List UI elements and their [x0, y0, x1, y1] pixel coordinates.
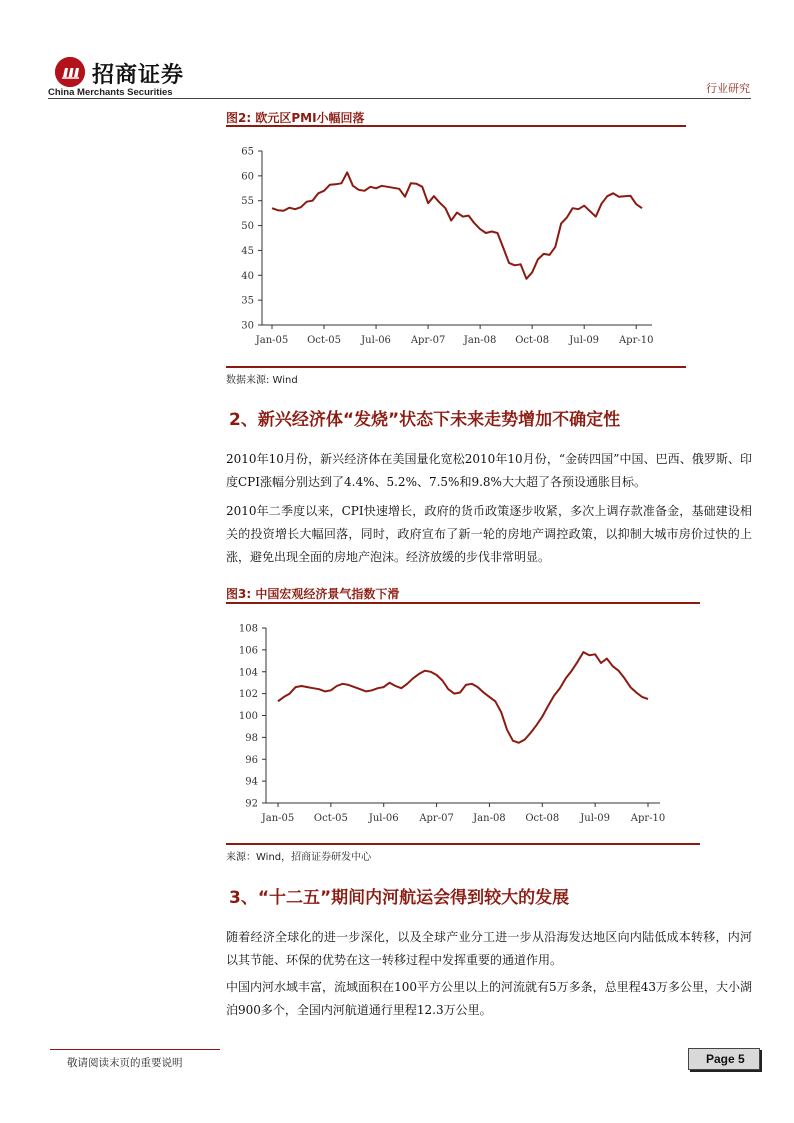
y-tick-label: 45	[241, 245, 254, 257]
x-tick-label: Jan-08	[463, 335, 497, 346]
y-tick-label: 92	[245, 798, 258, 810]
figure2-source: 数据来源: Wind	[226, 375, 298, 386]
header-divider	[48, 98, 751, 99]
x-tick-label: Jul-06	[361, 335, 391, 346]
y-tick-label: 96	[245, 754, 258, 766]
china-macro-index-line-chart	[226, 615, 700, 840]
y-tick-label: 50	[241, 221, 254, 233]
brand-logo-icon	[55, 57, 85, 87]
x-tick-label: Apr-07	[410, 335, 446, 346]
x-tick-label: Jul-09	[569, 335, 600, 346]
y-tick-label: 100	[238, 711, 258, 722]
x-tick-label: Jan-08	[473, 813, 506, 824]
figure3-bottom-rule	[226, 843, 700, 845]
footer-divider	[50, 1049, 220, 1050]
report-type-label: 行业研究	[706, 82, 750, 95]
x-tick-label: Apr-07	[419, 813, 454, 824]
section2-paragraph-1: 2010年10月份，新兴经济体在美国量化宽松2010年10月份，“金砖四国”中国、巴西、俄罗斯、印度CPI涨幅分别达到了4.4%、5.2%、7.5%和9.8%大大超了各预设通胀目标。	[226, 452, 752, 489]
y-tick-label: 65	[241, 146, 254, 158]
y-tick-label: 35	[241, 295, 254, 307]
x-tick-label: Oct-08	[515, 335, 550, 346]
page-number: Page 5	[706, 1052, 745, 1066]
y-tick-label: 106	[238, 645, 258, 657]
x-tick-label: Jan-05	[255, 335, 289, 346]
y-tick-label: 98	[245, 732, 258, 744]
section3-paragraph-2: 中国内河水域丰富，流域面积在100平方公里以上的河流就有5万多条，总里程43万多公里，大小湖泊900多个，全国内河航道通行里程12.3万公里。	[226, 980, 752, 1017]
x-tick-label: Jul-09	[580, 813, 611, 824]
x-tick-label: Oct-08	[525, 813, 560, 824]
section2-heading: 2、新兴经济体“发烧”状态下未来走势增加不确定性	[229, 410, 621, 430]
figure2-title: 图2: 欧元区PMI小幅回落	[226, 111, 365, 125]
x-tick-label: Oct-05	[313, 813, 348, 824]
y-tick-label: 55	[241, 196, 254, 208]
x-tick-label: Jul-06	[368, 813, 399, 824]
brand-name-cn: 招商证券	[92, 62, 185, 88]
section2-paragraph-2: 2010年二季度以来，CPI快速增长，政府的货币政策逐步收紧，多次上调存款准备金，基础建设相关的投资增长大幅回落，同时，政府宣布了新一轮的房地产调控政策，以抑制大城市房价过快的上涨，避免出现全面的房地产泡沫。经济放缓的步伐非常明显。	[226, 504, 752, 564]
x-tick-label: Apr-10	[630, 813, 666, 824]
euro-pmi-line-chart	[226, 138, 686, 363]
y-tick-label: 102	[238, 689, 258, 701]
figure3-title: 图3: 中国宏观经济景气指数下滑	[226, 587, 400, 601]
y-tick-label: 108	[238, 623, 258, 635]
y-tick-label: 60	[241, 171, 254, 183]
y-tick-label: 104	[238, 667, 258, 679]
figure2-bottom-rule	[226, 366, 686, 368]
brand-name-en: China Merchants Securities	[48, 87, 173, 98]
x-tick-label: Jan-05	[261, 813, 295, 824]
figure2-top-rule	[226, 125, 686, 127]
footer-note: 敬请阅读末页的重要说明	[67, 1057, 183, 1069]
y-tick-label: 40	[241, 270, 254, 282]
data-series-line	[272, 172, 642, 278]
x-tick-label: Oct-05	[307, 335, 341, 346]
y-tick-label: 94	[245, 776, 258, 788]
y-tick-label: 30	[241, 320, 254, 332]
x-tick-label: Apr-10	[618, 335, 654, 346]
figure3-source: 来源：Wind，招商证券研发中心	[226, 852, 372, 863]
data-series-line	[278, 652, 648, 743]
section3-paragraph-1: 随着经济全球化的进一步深化，以及全球产业分工进一步从沿海发达地区向内陆低成本转移，内河以其节能、环保的优势在这一转移过程中发挥重要的通道作用。	[226, 930, 752, 967]
figure3-top-rule	[226, 602, 700, 604]
section3-heading: 3、“十二五”期间内河航运会得到较大的发展	[229, 888, 570, 908]
